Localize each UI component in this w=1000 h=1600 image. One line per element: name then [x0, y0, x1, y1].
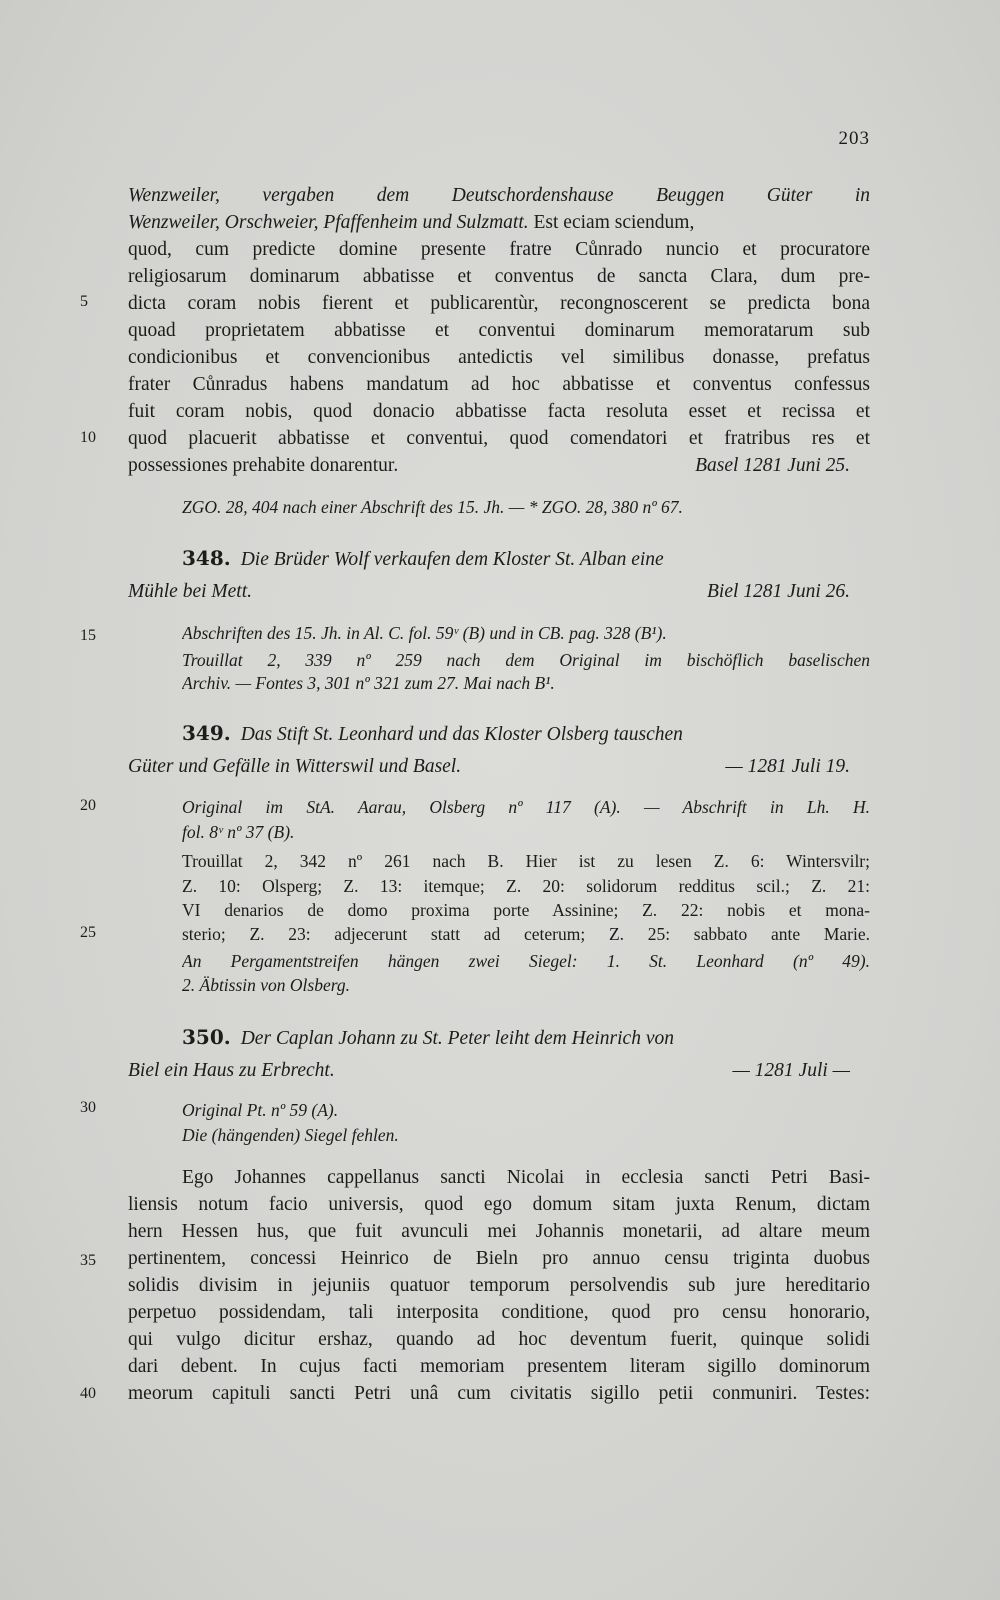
text-line: quoad proprietatem abbatisse et conventui dominarum memoratarum sub: [128, 320, 870, 341]
document-heading: [128, 753, 870, 780]
text-line: [128, 209, 870, 236]
source-note: Abschriften des 15. Jh. in Al. C. fol. 59ᵛ (B) und in CB. pag. 328 (B¹).: [182, 623, 667, 643]
document-title: Der Caplan Johann zu St. Peter leiht dem Heinrich von: [240, 1028, 674, 1049]
source-note: Archiv. — Fontes 3, 301 nº 321 zum 27. Mai nach B¹.: [182, 673, 555, 693]
document-heading: [128, 578, 870, 605]
text-line: fuit coram nobis, quod donacio abbatisse facta resoluta esset et recissa et: [128, 401, 870, 422]
heading-line-end: Wenzweiler, Orschweier, Pfaffenheim und Sulzmatt.: [128, 212, 529, 233]
source-note: Z. 10: Olsperg; Z. 13: itemque; Z. 20: solidorum redditus scil.; Z. 21:: [182, 876, 870, 896]
line-number: 40: [80, 1385, 96, 1402]
document-number: 350.: [182, 1025, 231, 1049]
text-line: pertinentem, concessi Heinrico de Bieln pro annuo censu triginta duobus: [128, 1248, 870, 1269]
source-note: Trouillat 2, 339 nº 259 nach dem Original im bischöflich baselischen: [182, 650, 870, 670]
document-heading: [128, 1057, 870, 1084]
text-line: religiosarum dominarum abbatisse et conventus de sancta Clara, dum pre-: [128, 266, 870, 287]
source-note: sterio; Z. 23: adjecerunt statt ad ceterum; Z. 25: sabbato ante Marie.: [182, 924, 870, 944]
line-number: 20: [80, 797, 96, 814]
source-note: ZGO. 28, 404 nach einer Abschrift des 15. Jh. — * ZGO. 28, 380 nº 67.: [182, 497, 683, 517]
line-number: 15: [80, 627, 96, 644]
document-heading: [128, 545, 870, 572]
text-line: liensis notum facio universis, quod ego domum sitam juxta Renum, dictam: [128, 1194, 870, 1215]
document-title-end: Biel ein Haus zu Erbrecht.: [128, 1060, 335, 1081]
document-heading: [128, 1024, 870, 1051]
place-date: — 1281 Juli —: [732, 1060, 850, 1081]
line-number: 10: [80, 429, 96, 446]
place-date: Basel 1281 Juni 25.: [695, 455, 850, 476]
source-note: VI denarios de domo proxima porte Assinine; Z. 22: nobis et mona-: [182, 900, 870, 920]
text-line: dari debent. In cujus facti memoriam presentem literam sigillo dominorum: [128, 1356, 870, 1377]
source-note: Original Pt. nº 59 (A).: [182, 1100, 339, 1120]
text-line: [128, 452, 870, 479]
source-note: Trouillat 2, 342 nº 261 nach B. Hier ist zu lesen Z. 6: Wintersvilr;: [182, 851, 870, 871]
source-note: 2. Äbtissin von Olsberg.: [182, 975, 351, 995]
text-line: qui vulgo dicitur ershaz, quando ad hoc deventum fuerit, quinque solidi: [128, 1329, 870, 1350]
document-title-end: Mühle bei Mett.: [128, 581, 252, 602]
text-line: quod, cum predicte domine presente fratre Cůnrado nuncio et procuratore: [128, 239, 870, 260]
text-line: meorum capituli sancti Petri unâ cum civitatis sigillo petii conmuniri. Testes:: [128, 1383, 870, 1404]
document-title: Die Brüder Wolf verkaufen dem Kloster St. Alban eine: [240, 549, 664, 570]
text-line-start: Est eciam sciendum,: [528, 212, 695, 233]
line-number: 5: [80, 293, 88, 310]
line-number: 25: [80, 924, 96, 941]
source-note: fol. 8ᵛ nº 37 (B).: [182, 822, 295, 842]
source-note: An Pergamentstreifen hängen zwei Siegel: 1. St. Leonhard (nº 49).: [182, 951, 870, 971]
document-number: 348.: [182, 546, 231, 570]
document-heading: [128, 720, 870, 747]
text-line: dicta coram nobis fierent et publicarentùr, recongnoscerent se predicta bona: [128, 293, 870, 314]
place-date: Biel 1281 Juni 26.: [707, 581, 850, 602]
text-line: solidis divisim in jejuniis quatuor temporum persolvendis sub jure hereditario: [128, 1275, 870, 1296]
text-line: quod placuerit abbatisse et conventui, quod comendatori et fratribus res et: [128, 428, 870, 449]
place-date: — 1281 Juli 19.: [725, 756, 850, 777]
document-title-end: Güter und Gefälle in Witterswil und Basel.: [128, 756, 462, 777]
text-line: condicionibus et convencionibus antedictis vel similibus donasse, prefatus: [128, 347, 870, 368]
line-number: 35: [80, 1252, 96, 1269]
document-number: 349.: [182, 721, 231, 745]
page-number: 203: [838, 128, 870, 149]
heading-line: Wenzweiler, vergaben dem Deutschordenshause Beuggen Güter in: [128, 185, 870, 206]
text-line: hern Hessen hus, que fuit avunculi mei Johannis monetarii, ad altare meum: [128, 1221, 870, 1242]
source-note: Die (hängenden) Siegel fehlen.: [182, 1125, 399, 1145]
text-line: Ego Johannes cappellanus sancti Nicolai in ecclesia sancti Petri Basi-: [182, 1167, 870, 1188]
document-title: Das Stift St. Leonhard und das Kloster Olsberg tauschen: [240, 724, 683, 745]
text-line: frater Cůnradus habens mandatum ad hoc abbatisse et conventus confessus: [128, 374, 870, 395]
line-number: 30: [80, 1099, 96, 1116]
text-line: perpetuo possidendam, tali interposita conditione, quod pro censu honorario,: [128, 1302, 870, 1323]
source-note: Original im StA. Aarau, Olsberg nº 117 (A). — Abschrift in Lh. H.: [182, 797, 870, 817]
text-line-end: possessiones prehabite donarentur.: [128, 455, 399, 476]
